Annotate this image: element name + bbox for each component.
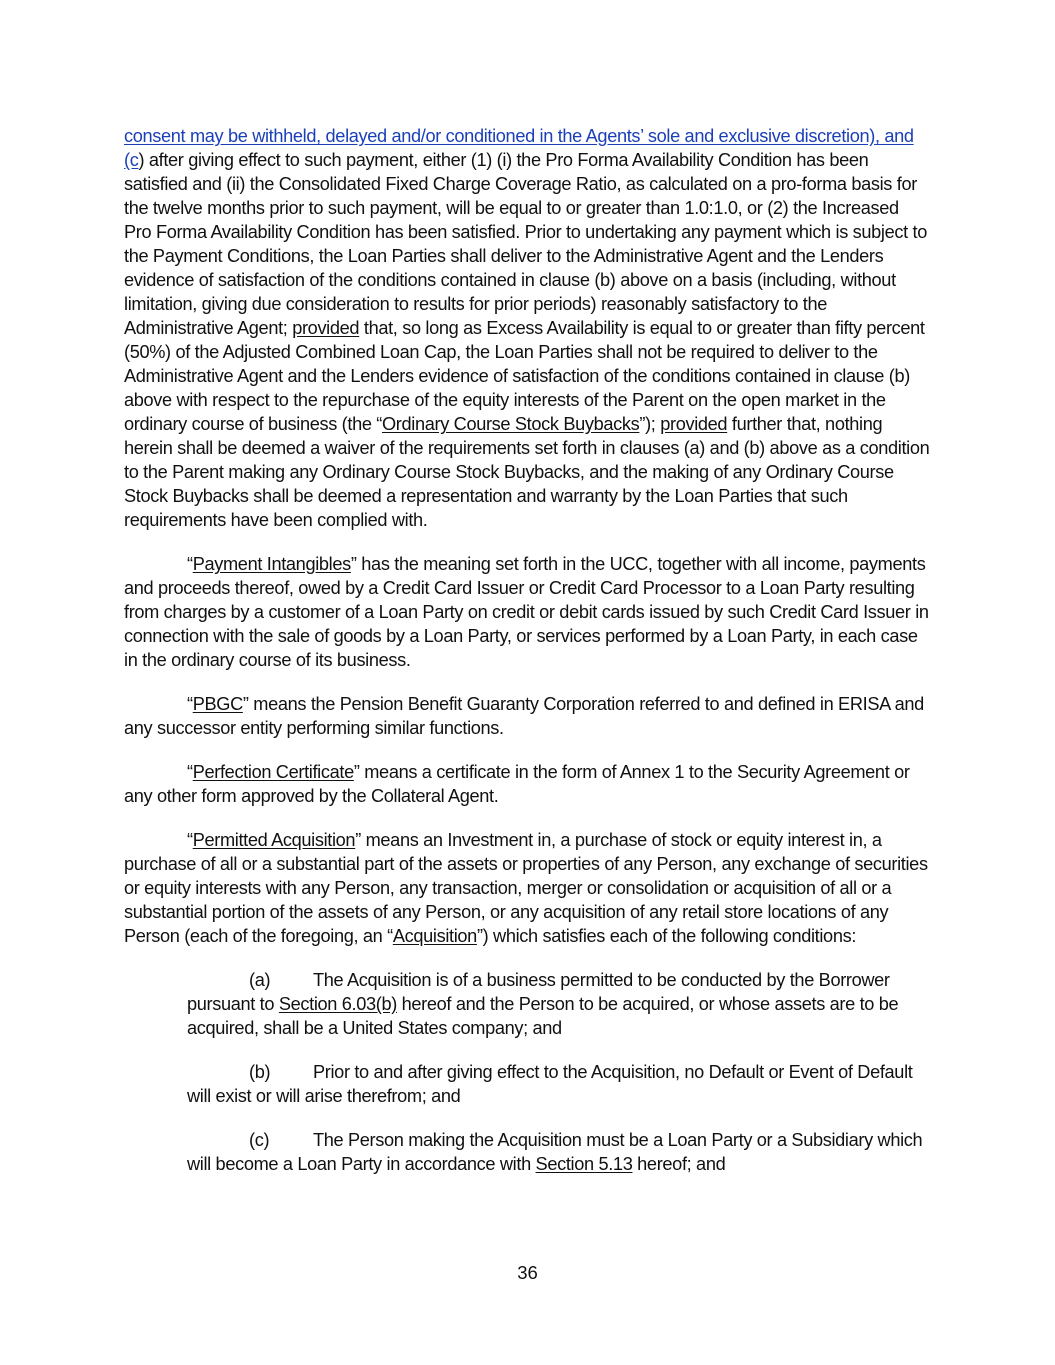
item-label: (c)	[249, 1130, 270, 1150]
definition-permitted-acquisition	[124, 828, 930, 948]
acquisition-term: Acquisition	[392, 926, 477, 946]
ordinary-course-stock-buybacks-term: Ordinary Course Stock Buybacks	[382, 414, 640, 434]
page-number: 36	[517, 1262, 538, 1283]
consent-discretion-link[interactable]: consent may be withheld, delayed and/or conditioned in the Agents’ sole and exclusive discretion), and (c	[124, 126, 914, 170]
text-run: ”);	[639, 414, 661, 434]
definition-text: ” means an Investment in, a purchase of stock or equity interest in, a purchase of all or a substantial part of the assets or properties of any Person, any exchange of securities or equity interests with any Person, any transaction, merger or consolidation or acquisition of all or a substantial portion of the assets of any Person, or any acquisition of any retail store locations of any Person (each of the foregoing, an “	[124, 830, 928, 946]
definition-payment-intangibles	[124, 552, 930, 672]
quote-mark: “	[187, 554, 193, 574]
text-run: ) after giving effect to such payment, either (1) (i) the Pro Forma Availability Condition has been satisfied and (ii) the Consolidated Fixed Charge Coverage Ratio, as calculated on a pro-forma basis for the twelve months prior to such payment, will be equal to or greater than 1.0:1.0, or (2) the Increased Pro Forma Availability Condition has been satisfied. Prior to undertaking any payment which is subject to the Payment Conditions, the Loan Parties shall deliver to the Administrative Agent and the Lenders evidence of satisfaction of the conditions contained in clause (b) above on a basis (including, without limitation, giving due consideration to results for prior periods) reasonably satisfactory to the Administrative Agent;	[124, 150, 928, 338]
section-reference: Section 5.13	[535, 1154, 633, 1174]
document-page	[124, 124, 930, 1176]
item-text: The Acquisition is of a business permitted to be conducted by the Borrower pursuant to	[187, 970, 890, 1014]
condition-item-a	[187, 968, 930, 1040]
item-text: The Person making the Acquisition must be a Loan Party or a Subsidiary which will become a Loan Party in accordance with	[187, 1130, 923, 1174]
item-label: (b)	[249, 1062, 271, 1082]
defined-term: Perfection Certificate	[192, 762, 354, 782]
quote-mark: “	[187, 694, 193, 714]
item-text: hereof; and	[632, 1154, 726, 1174]
definition-pbgc	[124, 692, 930, 740]
item-text: hereof and the Person to be acquired, or whose assets are to be acquired, shall be a United States company; and	[187, 994, 899, 1038]
defined-term: Permitted Acquisition	[192, 830, 356, 850]
text-run: that, so long as Excess Availability is equal to or greater than fifty percent (50%) of the Adjusted Combined Loan Cap, the Loan Parties shall not be required to deliver to the Administrative Agent and the Lenders evidence of satisfaction of the conditions contained in clause (b) above with respect to the repurchase of the equity interests of the Parent on the open market in the ordinary course of business (the “	[124, 318, 925, 434]
quote-mark: “	[187, 762, 193, 782]
definition-text: ” means the Pension Benefit Guaranty Corporation referred to and defined in ERISA and any successor entity performing similar functions.	[124, 694, 924, 738]
definition-perfection-certificate	[124, 760, 930, 808]
provided-term: provided	[292, 318, 360, 338]
definition-text: ” has the meaning set forth in the UCC, together with all income, payments and proceeds thereof, owed by a Credit Card Issuer or Credit Card Processor to a Loan Party resulting from charges by a customer of a Loan Party on credit or debit cards issued by such Credit Card Issuer in connection with the sale of goods by a Loan Party, or services performed by a Loan Party, in each case in the ordinary course of its business.	[124, 554, 929, 670]
quote-mark: “	[187, 830, 193, 850]
defined-term: Payment Intangibles	[192, 554, 351, 574]
paragraph-payment-conditions-continued	[124, 124, 930, 532]
section-reference: Section 6.03(b)	[278, 994, 397, 1014]
item-label: (a)	[249, 970, 271, 990]
definition-text: ” means a certificate in the form of Annex 1 to the Security Agreement or any other form approved by the Collateral Agent.	[124, 762, 910, 806]
defined-term: PBGC	[192, 694, 243, 714]
condition-item-c	[187, 1128, 930, 1176]
condition-item-b	[187, 1060, 930, 1108]
text-run: further that, nothing herein shall be deemed a waiver of the requirements set forth in clauses (a) and (b) above as a condition to the Parent making any Ordinary Course Stock Buybacks, and the making of any Ordinary Course Stock Buybacks shall be deemed a representation and warranty by the Loan Parties that such requirements have been complied with.	[124, 414, 930, 530]
provided-term: provided	[660, 414, 728, 434]
item-text: Prior to and after giving effect to the Acquisition, no Default or Event of Default will exist or will arise therefrom; and	[187, 1062, 913, 1106]
definition-text: ”) which satisfies each of the following conditions:	[476, 926, 857, 946]
